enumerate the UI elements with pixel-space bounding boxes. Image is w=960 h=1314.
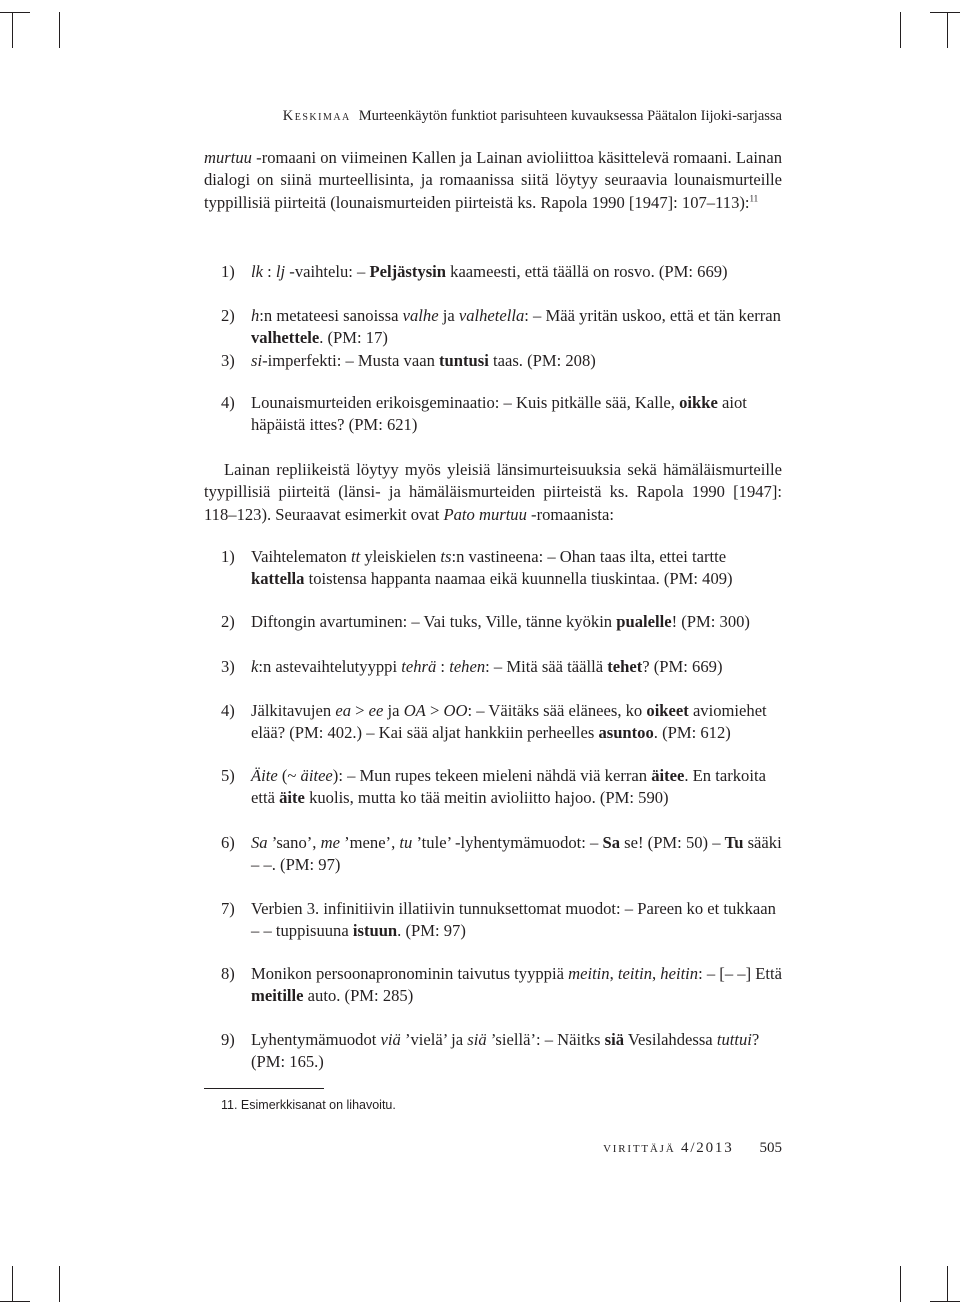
crop-mark <box>900 12 901 48</box>
crop-mark <box>12 12 13 48</box>
text: . (PM: 612) <box>653 723 731 743</box>
italic-term: tehen <box>449 657 486 676</box>
text: Lainan repliikeistä löytyy myös yleisiä länsimurteisuuksia sekä hämäläismurteille tyypillisiä piirteitä (länsi- ja hämäläismurteiden piirteistä ks. Rapola 1990 [1947]: 118–123). Seuraavat esimerkit ovat <box>204 460 782 524</box>
text: kaameesti, että täällä on rosvo. (PM: 669) <box>446 262 728 281</box>
item-number: 1) <box>221 262 235 281</box>
text: . (PM: 17) <box>319 328 388 348</box>
header-title: Murteenkäytön funktiot parisuhteen kuvauksessa Päätalon Iijoki-sarjassa <box>358 108 782 124</box>
italic-term: valhe <box>402 306 439 325</box>
italic-term: me <box>320 833 340 852</box>
item-number: 5) <box>221 766 235 785</box>
text: ? (PM: 669) <box>642 657 723 676</box>
example-item <box>221 305 782 350</box>
page-number: 505 <box>759 1140 782 1156</box>
italic-term: ea <box>335 701 352 720</box>
bold-word: äitee <box>651 766 685 785</box>
text: , <box>652 964 661 983</box>
text: : <box>262 262 276 281</box>
text: ’vielä’ ja <box>400 1030 468 1049</box>
text: ’tule’ -lyhentymämuodot: – <box>412 833 603 852</box>
text: ? (PM: 165.) <box>251 1030 760 1072</box>
italic-term: heitin <box>660 964 699 983</box>
text: se! (PM: 50) – <box>620 833 725 852</box>
text: Verbien 3. infinitiivin illatiivin tunnuksettomat muodot: – Pareen ko et tukkaan – – tuppisuuna <box>251 899 776 941</box>
italic-term: ts <box>440 547 452 566</box>
text: : <box>436 657 450 676</box>
example-item <box>221 765 782 810</box>
bold-word: meitille <box>251 986 304 1006</box>
crop-mark <box>0 1301 30 1302</box>
text: kuolis, mutta ko tää meitin avioliitto hajoo. (PM: 590) <box>304 788 669 808</box>
text: sääki – –. (PM: 97) <box>251 833 782 875</box>
italic-term: lk <box>251 262 263 281</box>
text: Lounaismurteiden erikoisgeminaatio: – Kuis pitkälle sää, Kalle, <box>251 393 680 412</box>
text: ja <box>438 306 459 325</box>
text: . (PM: 97) <box>397 921 466 941</box>
intro-text: -romaani on viimeinen Kallen ja Lainan avioliittoa käsittelevä romaani. Lainan dialogi on siinä murteellisinta, ja romaanissa siitä löytyy seuraavia lounaismurteille typpillisiä piirteitä (lounaismurteiden piirteistä ks. Rapola 1990 [1947]: 107–113): <box>204 148 782 212</box>
text: Monikon persoonapronominin taivutus tyyppiä <box>251 964 569 983</box>
text: Vesilahdessa <box>624 1030 717 1049</box>
page-footer <box>603 1140 782 1157</box>
example-item <box>221 546 782 591</box>
example-item <box>221 963 782 1008</box>
example-item <box>221 611 782 633</box>
example-item <box>221 700 782 745</box>
text: aiot häpäistä ittes? (PM: 621) <box>251 393 747 435</box>
item-number: 2) <box>221 306 235 325</box>
header-author: Keskimaa <box>282 108 351 124</box>
footnote: 11. Esimerkkisanat on lihavoitu. <box>221 1098 396 1112</box>
example-item <box>221 832 782 877</box>
italic-term: meitin <box>568 964 610 983</box>
text: :n vastineena: – Ohan taas ilta, ettei tartte <box>451 547 727 566</box>
text: ja <box>383 701 404 720</box>
text: Jälkitavujen <box>251 701 336 720</box>
bold-word: istuun <box>352 921 398 941</box>
text: : – Mää yritän uskoo, että et tän kerran <box>524 306 781 325</box>
text: : – Väitäks sää elänees, ko <box>467 701 647 720</box>
example-item <box>221 392 782 437</box>
text: yleiskielen <box>360 547 441 566</box>
text: taas. (PM: 208) <box>488 351 596 370</box>
item-number: 4) <box>221 393 235 412</box>
italic-term: Äite <box>251 766 278 785</box>
italic-term: viä <box>380 1030 401 1049</box>
text: : – Mitä sää täällä <box>485 657 608 676</box>
text: > <box>351 701 369 720</box>
bold-word: kattella <box>251 569 305 589</box>
italic-term: Sa <box>251 833 268 852</box>
footnote-ref: 11 <box>749 193 759 204</box>
text: Diftongin avartuminen: – Vai tuks, Ville, tänne kyökin <box>251 612 617 631</box>
italic-term: ee <box>368 701 384 720</box>
crop-mark <box>59 1266 60 1302</box>
bold-word: Peljästysin <box>369 262 446 281</box>
bold-word: asuntoo <box>598 723 654 743</box>
italic-term: lj <box>275 262 286 281</box>
crop-mark <box>947 1266 948 1302</box>
italic-term: tu <box>399 833 413 852</box>
text: ! (PM: 300) <box>671 612 750 631</box>
text: toistensa happanta naamaa eikä kuunnella tiuskintaa. (PM: 409) <box>304 569 733 589</box>
item-number: 9) <box>221 1030 235 1049</box>
text: > <box>425 701 444 720</box>
text: ’sano’, <box>267 833 321 852</box>
crop-mark <box>930 1301 960 1302</box>
italic-term: OA <box>403 701 426 720</box>
italic-term: valhetella <box>458 306 525 325</box>
text: (~ <box>277 766 301 785</box>
item-number: 6) <box>221 833 235 852</box>
footnote-rule <box>204 1088 324 1089</box>
italic-term: OO <box>443 701 468 720</box>
example-item <box>221 898 782 943</box>
bold-word: oikke <box>679 393 718 412</box>
text: ’mene’, <box>339 833 400 852</box>
italic-term: tehrä <box>401 657 437 676</box>
item-number: 7) <box>221 899 235 918</box>
bold-word: Tu <box>724 833 744 852</box>
text: aviomiehet elää? (PM: 402.) – Kai sää aljat hankkiin perheelles <box>251 701 767 743</box>
crop-mark <box>947 12 948 48</box>
italic-title: Pato murtuu <box>443 504 527 524</box>
italic-term: teitin <box>617 964 652 983</box>
bold-word: pualelle <box>616 612 672 631</box>
example-item <box>221 1029 782 1074</box>
bold-word: tehet <box>607 657 643 676</box>
text: auto. (PM: 285) <box>303 986 414 1006</box>
item-number: 1) <box>221 547 235 566</box>
bold-word: siä <box>604 1030 625 1049</box>
bold-word: oikeet <box>646 701 689 720</box>
text: :n metateesi sanoissa <box>259 306 403 325</box>
text: -vaihtelu: – <box>285 262 370 281</box>
bold-word: Sa <box>602 833 621 852</box>
text: ’siellä’: – Näitks <box>486 1030 605 1049</box>
text: Lyhentymämuodot <box>251 1030 381 1049</box>
bold-word: tuntusi <box>439 351 489 370</box>
middle-paragraph <box>204 459 782 526</box>
text: . En tarkoita että <box>251 766 766 808</box>
italic-term: murtuu <box>204 148 252 167</box>
italic-term: k <box>251 657 259 676</box>
italic-term: h <box>251 306 260 325</box>
italic-term: äitee <box>300 766 333 785</box>
bold-word: valhettele <box>251 328 320 348</box>
crop-mark <box>930 12 960 13</box>
text: ): – Mun rupes tekeen mieleni nähdä viä kerran <box>332 766 652 785</box>
crop-mark <box>59 12 60 48</box>
item-number: 3) <box>221 351 235 370</box>
item-number: 4) <box>221 701 235 720</box>
italic-term: siä <box>467 1030 487 1049</box>
example-item <box>221 350 782 372</box>
item-number: 2) <box>221 612 235 631</box>
text: , <box>609 964 618 983</box>
text: -imperfekti: – Musta vaan <box>262 351 440 370</box>
item-number: 3) <box>221 657 235 676</box>
italic-term: tt <box>351 547 361 566</box>
crop-mark <box>0 12 30 13</box>
bold-word: äite <box>279 788 305 808</box>
italic-term: si <box>251 351 263 370</box>
text: -romaanista: <box>526 504 614 524</box>
example-item <box>221 261 782 283</box>
crop-mark <box>900 1266 901 1302</box>
intro-paragraph <box>204 147 782 214</box>
italic-term: tuttui <box>716 1030 752 1049</box>
text: : – [– –] Että <box>698 964 782 983</box>
running-header <box>283 108 782 125</box>
journal-name: virittäjä 4/2013 <box>603 1140 734 1156</box>
text: :n astevaihtelutyyppi <box>258 657 402 676</box>
crop-mark <box>12 1266 13 1302</box>
text: Vaihtelematon <box>251 547 351 566</box>
item-number: 8) <box>221 964 235 983</box>
example-item <box>221 656 782 678</box>
